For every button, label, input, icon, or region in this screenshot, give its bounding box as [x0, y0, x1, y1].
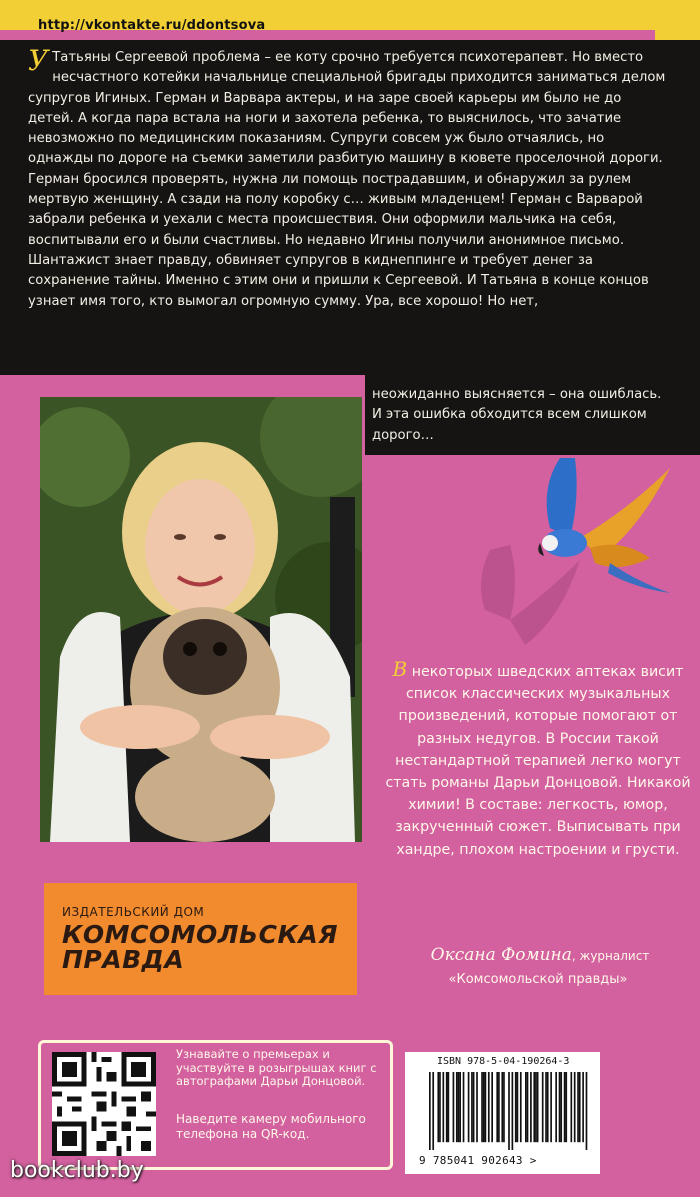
publisher-name: [62, 922, 338, 972]
barcode-bar: [471, 1072, 473, 1142]
quote-author-org: «Комсомольской правды»: [448, 972, 628, 987]
isbn-label: ISBN 978-5-04-190264-3: [437, 1056, 570, 1067]
barcode-bar: [559, 1072, 561, 1142]
isbn-barcode-box: [405, 1052, 600, 1174]
barcode-bar: [550, 1072, 552, 1142]
barcode-bar: [520, 1072, 522, 1142]
barcode-bar: [512, 1072, 514, 1150]
barcode-bar: [527, 1072, 529, 1142]
barcode-bar: [442, 1072, 444, 1142]
qr-code-icon: [52, 1052, 156, 1156]
barcode-bar: [483, 1072, 485, 1142]
barcode-bar: [560, 1072, 562, 1142]
barcode-bar: [432, 1072, 434, 1150]
barcode-bar: [481, 1072, 483, 1142]
barcode-bar: [503, 1072, 505, 1142]
author-photo: [40, 397, 362, 842]
barcode-bar: [515, 1072, 517, 1142]
barcode-bar: [577, 1072, 579, 1142]
publisher-label: ИЗДАТЕЛЬСКИЙ ДОМ: [62, 905, 205, 919]
barcode-bar: [496, 1072, 498, 1142]
annotation-dropcap: У: [28, 44, 49, 77]
quote-dropcap: В: [392, 657, 408, 681]
barcode-bar: [517, 1072, 519, 1142]
barcode-bar: [459, 1072, 461, 1142]
watermark: bookclub.by: [10, 1158, 144, 1183]
annotation-tail: неожиданно выясняется – она ошиблась. И эта ошибка обходится всем слишком дорого…: [372, 387, 662, 443]
publisher-name-line1: КОМСОМОЛЬСКАЯ: [62, 920, 338, 949]
barcode-bar: [448, 1072, 450, 1142]
barcode-icon: [429, 1072, 589, 1150]
barcode-bar: [586, 1072, 588, 1150]
barcode-bar: [463, 1072, 465, 1142]
quote-author-role: , журналист: [571, 949, 650, 963]
barcode-bar: [458, 1072, 460, 1142]
author-url: http://vkontakte.ru/ddontsova: [38, 18, 266, 33]
quote-author-name: Оксана Фомина: [430, 945, 572, 965]
barcode-bar: [501, 1072, 503, 1142]
barcode-bar: [533, 1072, 535, 1142]
barcode-bar: [485, 1072, 487, 1142]
barcode-bar: [439, 1072, 441, 1142]
barcode-bar: [446, 1072, 448, 1142]
annotation-text-block: [28, 44, 668, 312]
barcode-bar: [565, 1072, 567, 1142]
barcode-bar: [535, 1072, 537, 1142]
promo-text-scan: Наведите камеру мобильного телефона на QR-код.: [176, 1112, 366, 1141]
barcode-bar: [547, 1072, 549, 1142]
barcode-bar: [582, 1072, 584, 1142]
barcode-number: 9 785041 902643 >: [419, 1154, 537, 1167]
qr-code-pattern: [52, 1052, 156, 1156]
barcode-bar: [574, 1072, 576, 1142]
barcode-bar: [491, 1072, 493, 1142]
barcode-bar: [468, 1072, 470, 1142]
barcode-bar: [473, 1072, 475, 1142]
barcode-bar: [456, 1072, 458, 1142]
barcode-bar: [555, 1072, 557, 1142]
barcode-bar: [542, 1072, 544, 1142]
publisher-name-line2: ПРАВДА: [62, 945, 185, 974]
barcode-bar: [525, 1072, 527, 1142]
barcode-bar: [537, 1072, 539, 1142]
annotation-body: Татьяны Сергеевой проблема – ее коту срочно требуется психотерапевт. Но вместо несчастного котейки начальнице специальной бригады приходится заниматься делом супругов Игиных. Герман и Варвара актеры, и на заре своей карьеры им было не до детей. А когда пара встала на ноги и захотела ребенка, то выяснилось, что зачатие невозможно по медицинским показаниям. Супруги совсем уж было отчаялись, но однажды по дороге на съемки заметили разбитую машину в кювете проселочной дороги. Герман бросился проверять, нужна ли помощь пострадавшим, и обнаружил за рулем мертвую женщину. А сзади на полу коробку с… живым младенцем! Герман с Варварой забрали ребенка и уехали с места происшествия. Они оформили мальчика на себя, воспитывали его и были счастливы. Но недавно Игины получили анонимное письмо. Шантажист знает правду, обвиняет супругов в киднеппинге и требует денег за сохранение тайны. Именно с этим они и пришли к Сергеевой. И Татьяна в конце концов узнает имя того, кто вымогал огромную сумму. Ура, все хорошо! Но нет,: [28, 50, 666, 309]
promo-text-contest: Узнавайте о премьерах и участвуйте в розыгрышах книг с автографами Дарьи Донцовой.: [176, 1047, 377, 1088]
barcode-bar: [508, 1072, 510, 1150]
barcode-bar: [545, 1072, 547, 1142]
author-photo-drawing: [40, 397, 362, 842]
barcode-bar: [488, 1072, 490, 1142]
barcode-bar: [429, 1072, 431, 1150]
barcode-bar: [498, 1072, 500, 1142]
barcode-bar: [437, 1072, 439, 1142]
barcode-bar: [570, 1072, 572, 1142]
barcode-bar: [453, 1072, 455, 1142]
barcode-bar: [530, 1072, 532, 1142]
quote-body: некоторых шведских аптеках висит список классических музыкальных произведений, которые помогают от разных недугов. В России такой нестандартной терапией легко могут стать романы Дарьи Донцовой. Никакой химии! В составе: легкость, юмор, закрученный сюжет. Выписывать при хандре, плохом настроении и грусти.: [385, 664, 691, 858]
quote-author: [380, 945, 700, 965]
barcode-bar: [476, 1072, 478, 1142]
parrot-shadow: [470, 540, 590, 660]
review-quote: [383, 658, 693, 861]
barcode-bar: [579, 1072, 581, 1142]
barcode-bar: [564, 1072, 566, 1142]
